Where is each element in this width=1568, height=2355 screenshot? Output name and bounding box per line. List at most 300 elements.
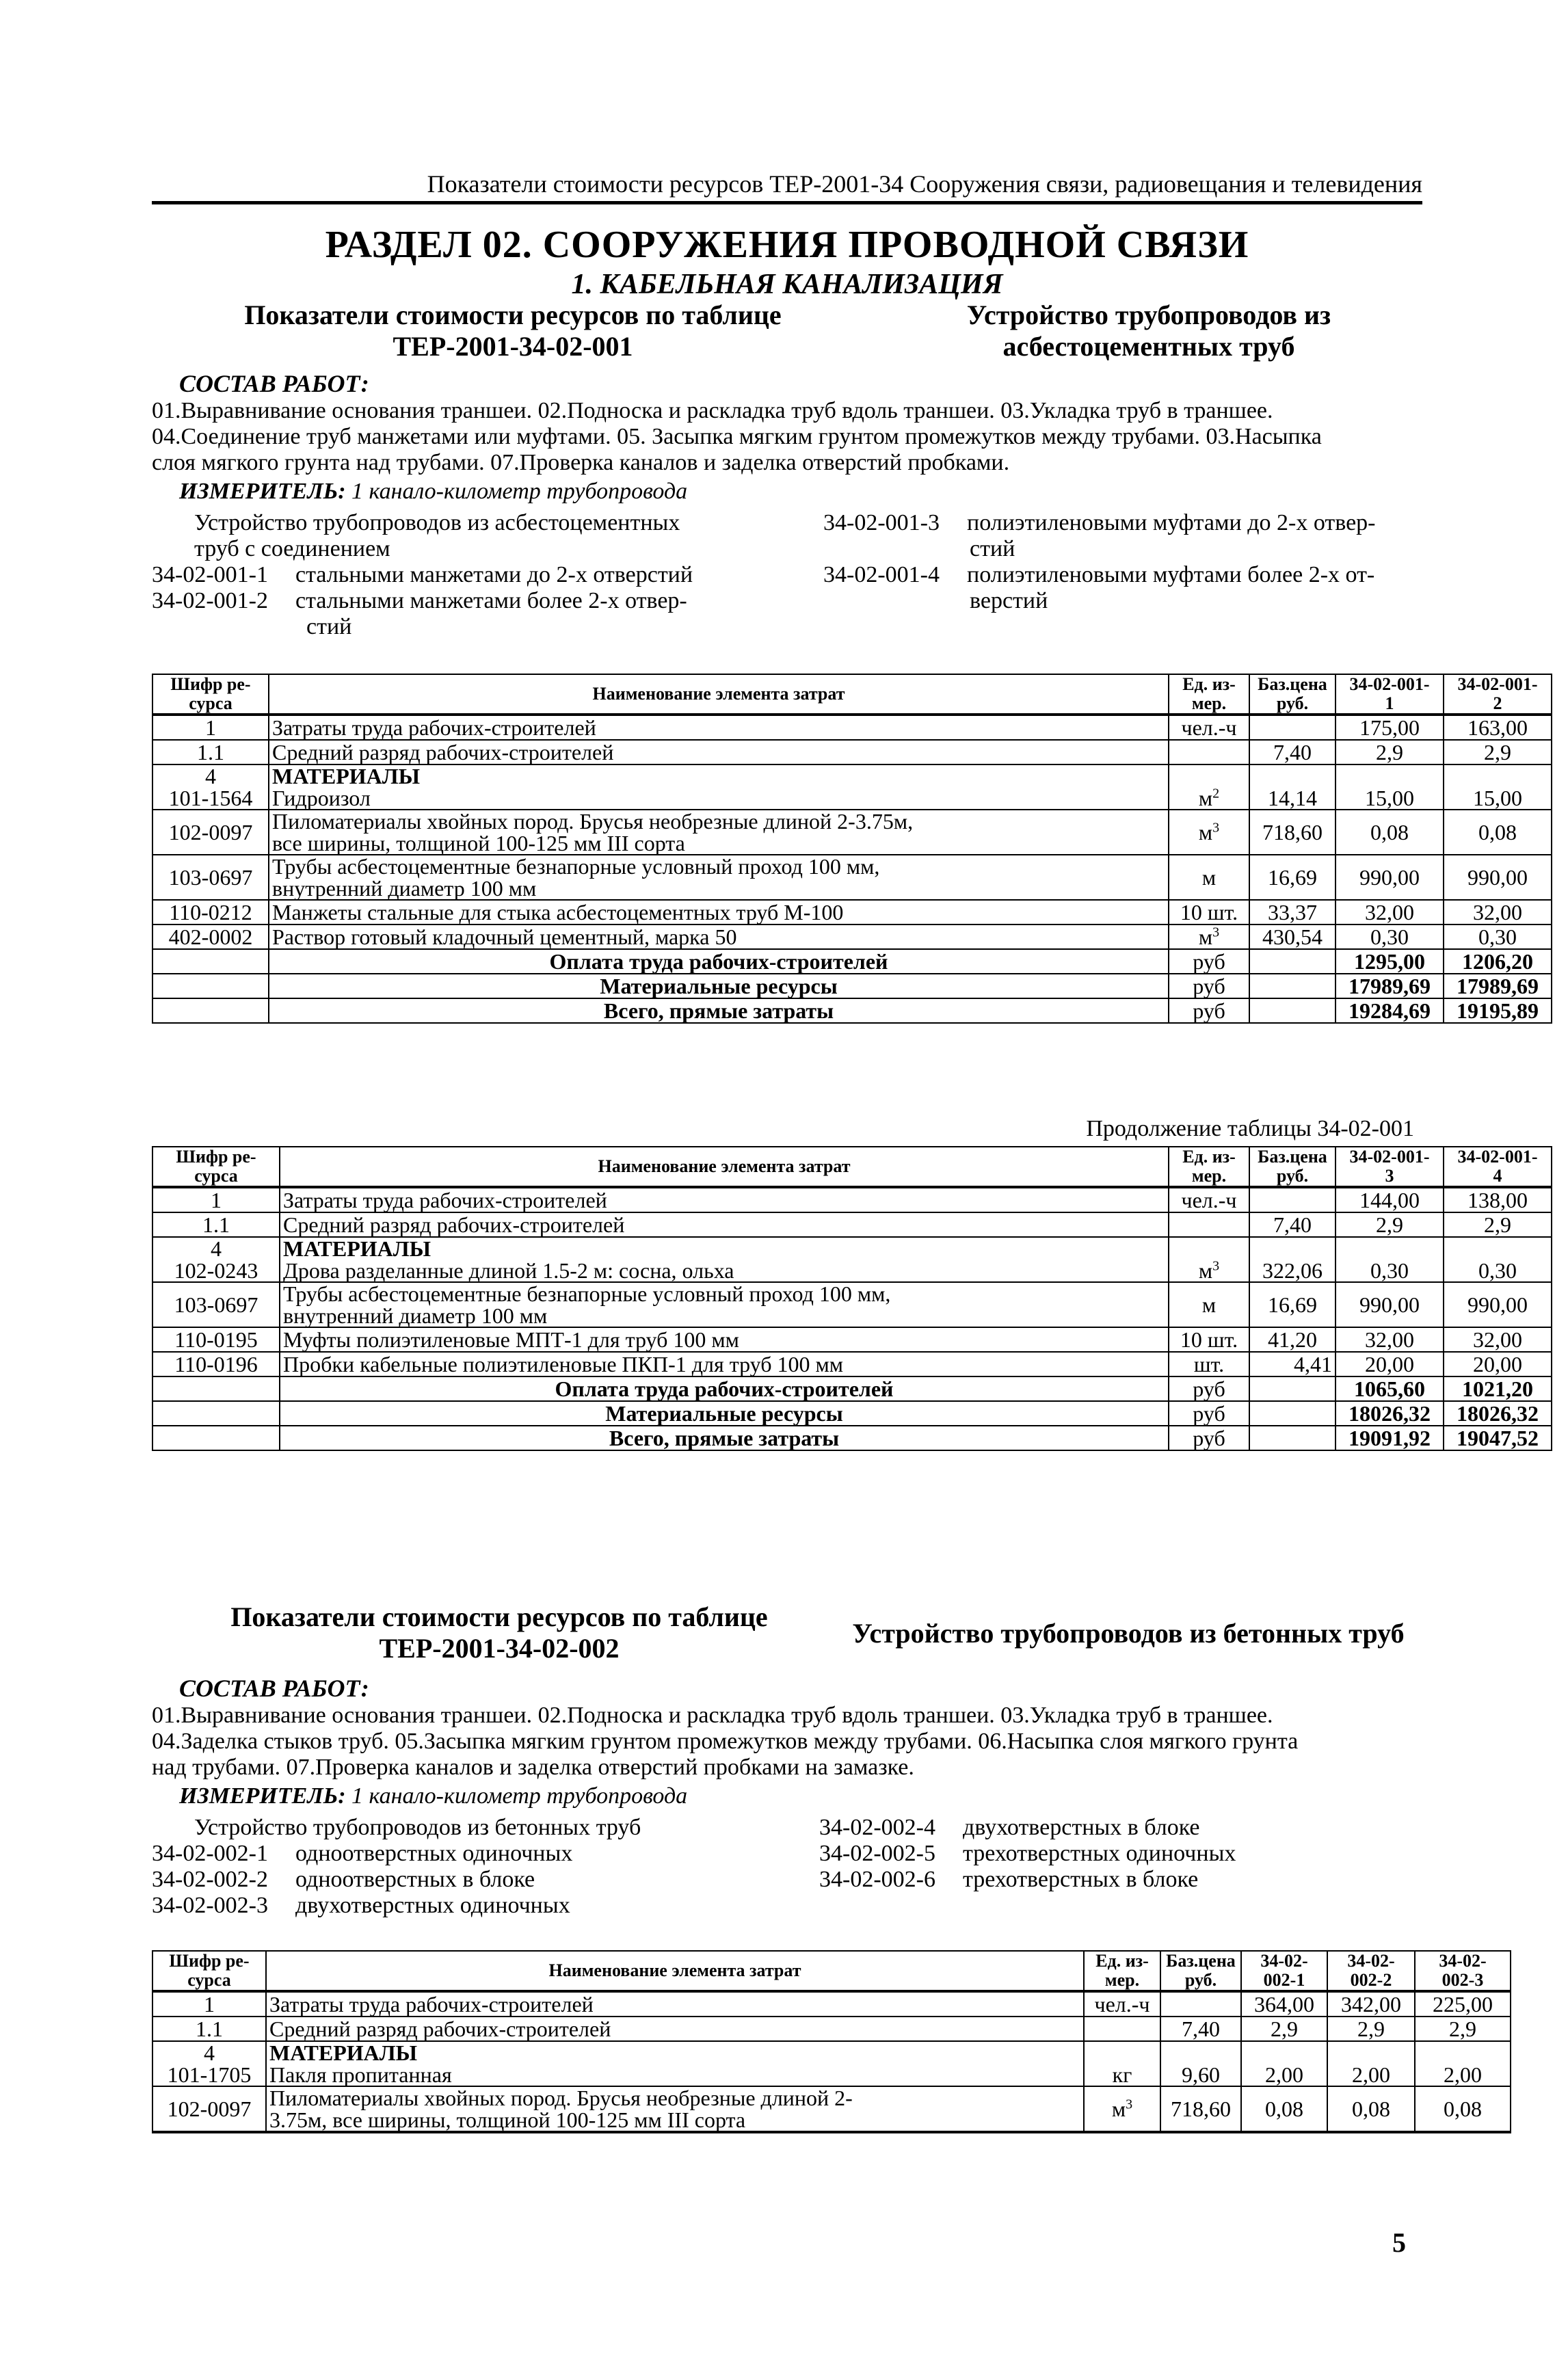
table-row — [152, 715, 1552, 740]
category-title: МАТЕРИАЛЫ — [283, 1236, 431, 1261]
summary-row — [152, 1376, 1552, 1401]
variant-text: стий — [970, 536, 1015, 561]
cell-code: 110-0195 — [152, 1327, 280, 1352]
cell-value: 17989,69 — [1336, 974, 1444, 998]
cell-value: 2,00 — [1241, 2041, 1327, 2086]
table-row — [152, 1352, 1552, 1376]
cell-code: 402-0002 — [152, 924, 269, 949]
cell-code: 1.1 — [152, 1212, 280, 1237]
cell-price: 7,40 — [1249, 740, 1336, 764]
header-cell-col1 — [1336, 1147, 1444, 1187]
cell-name-text: все ширины, толщиной 100-125 мм III сорта — [272, 831, 685, 855]
cell-value: 18026,32 — [1336, 1401, 1444, 1426]
cell-name-text: Пиломатериалы хвойных пород. Брусья необрезные длиной 2-3.75м, — [272, 809, 914, 834]
cell-price: 33,37 — [1249, 900, 1336, 924]
table-ref-line: Показатели стоимости ресурсов по таблице — [244, 300, 782, 330]
cell-code: 1.1 — [152, 740, 269, 764]
cell-value: 990,00 — [1336, 1282, 1444, 1327]
measurement-text: 1 канало-километр трубопровода — [351, 479, 688, 504]
table-row — [152, 1327, 1552, 1352]
cell-unit: руб — [1169, 1376, 1249, 1401]
category-title: МАТЕРИАЛЫ — [272, 764, 420, 788]
cell-price: 322,06 — [1249, 1237, 1336, 1282]
table-row — [152, 1212, 1552, 1237]
cell-name — [269, 855, 1169, 900]
cell-unit — [1169, 1212, 1249, 1237]
cell-unit: 10 шт. — [1169, 900, 1249, 924]
variant-item — [819, 1841, 1421, 1867]
header-text: 34-02-001- — [1457, 1147, 1538, 1167]
header-text: Баз.цена — [1258, 674, 1327, 694]
resource-table-1 — [152, 674, 1552, 1024]
header-text: мер. — [1191, 693, 1227, 713]
cell-price: 14,14 — [1249, 764, 1336, 810]
unit-sup: 3 — [1126, 2097, 1133, 2112]
cell-code-text: 101-1564 — [168, 786, 253, 810]
cell-price: 41,20 — [1249, 1327, 1336, 1352]
work-line: над трубами. 07.Проверка каналов и заделка отверстий пробками на замазке. — [152, 1755, 914, 1780]
cell-value: 0,30 — [1444, 924, 1552, 949]
cell-price — [1249, 998, 1336, 1023]
unit-text: м — [1198, 924, 1213, 949]
cell-unit: чел.-ч — [1169, 1187, 1249, 1212]
table-ref-heading-1 — [205, 300, 821, 362]
work-title-2: Устройство трубопроводов из бетонных труб — [852, 1618, 1405, 1649]
work-line: 01.Выравнивание основания траншеи. 02.Подноска и раскладка труб вдоль траншеи. 03.Укладка труб в траншее. — [152, 1703, 1273, 1728]
cell-name — [280, 1237, 1169, 1282]
cell-price — [1249, 974, 1336, 998]
header-text: руб. — [1184, 1970, 1217, 1990]
cell-code-text: 101-1705 — [167, 2062, 252, 2087]
summary-name: Материальные ресурсы — [269, 974, 1169, 998]
cell-code — [152, 1376, 280, 1401]
table-row — [152, 855, 1552, 900]
cell-unit: чел.-ч — [1169, 715, 1249, 740]
cell-price — [1249, 1401, 1336, 1426]
variant-item — [819, 1867, 1421, 1893]
measurement-unit — [179, 479, 687, 505]
cell-value: 20,00 — [1336, 1352, 1444, 1376]
cell-code — [152, 1237, 280, 1282]
unit-sup: 3 — [1212, 1258, 1220, 1274]
cell-value: 2,9 — [1327, 2017, 1415, 2041]
cell-value: 1065,60 — [1336, 1376, 1444, 1401]
cell-name-text: 3.75м, все ширины, толщиной 100-125 мм III сорта — [269, 2107, 746, 2132]
variant-code: 34-02-002-2 — [152, 1867, 268, 1892]
header-cell-name: Наименование элемента затрат — [266, 1951, 1084, 1991]
header-text: Шифр ре- — [176, 1147, 256, 1167]
cell-unit: м — [1169, 855, 1249, 900]
cell-value: 990,00 — [1444, 1282, 1552, 1327]
variant-text: стальными манжетами более 2-х отвер- — [295, 588, 687, 613]
variant-code: 34-02-002-4 — [819, 1815, 935, 1840]
cell-price: 718,60 — [1160, 2086, 1241, 2132]
table-row — [152, 2017, 1511, 2041]
header-text: сурса — [187, 1970, 231, 1990]
table-row — [152, 1187, 1552, 1212]
cell-value: 144,00 — [1336, 1187, 1444, 1212]
cell-price — [1249, 1376, 1336, 1401]
cell-value: 0,08 — [1327, 2086, 1415, 2132]
variant-item — [823, 510, 1425, 536]
cell-value: 2,9 — [1336, 740, 1444, 764]
cell-value: 19047,52 — [1444, 1426, 1552, 1450]
variant-code: 34-02-002-1 — [152, 1841, 268, 1866]
variant-text: стальными манжетами до 2-х отверстий — [295, 562, 693, 587]
header-text: мер. — [1104, 1970, 1140, 1990]
cell-price: 16,69 — [1249, 1282, 1336, 1327]
header-cell-col1 — [1336, 674, 1444, 715]
header-cell-code — [152, 1951, 266, 1991]
table-row — [152, 810, 1552, 855]
cell-name-text: Пакля пропитанная — [269, 2062, 452, 2087]
cell-unit: руб — [1169, 998, 1249, 1023]
header-text: 34-02-001- — [1457, 674, 1538, 694]
cell-value: 1206,20 — [1444, 949, 1552, 974]
cell-value: 2,9 — [1444, 740, 1552, 764]
work-title-line: Устройство трубопроводов из — [966, 300, 1331, 330]
cell-code-text: 102-0243 — [174, 1258, 258, 1283]
variant-code: 34-02-001-2 — [152, 588, 268, 613]
variant-item — [152, 562, 767, 588]
cell-unit: м — [1169, 1282, 1249, 1327]
header-cell-name: Наименование элемента затрат — [280, 1147, 1169, 1187]
header-text: Ед. из- — [1182, 1147, 1236, 1167]
cell-code: 1 — [152, 1991, 266, 2017]
unit-sup: 3 — [1212, 820, 1220, 836]
cell-price: 718,60 — [1249, 810, 1336, 855]
cell-value: 175,00 — [1336, 715, 1444, 740]
variant-text: двухотверстных одиночных — [295, 1893, 570, 1918]
cell-unit — [1169, 740, 1249, 764]
header-text: Ед. из- — [1182, 674, 1236, 694]
cell-value: 2,00 — [1327, 2041, 1415, 2086]
cell-value: 0,08 — [1415, 2086, 1511, 2132]
table-row — [152, 900, 1552, 924]
table-row — [152, 764, 1552, 810]
cell-name-text: Трубы асбестоцементные безнапорные условный проход 100 мм, — [272, 854, 880, 879]
header-text: руб. — [1276, 693, 1309, 713]
header-cell-unit — [1169, 674, 1249, 715]
cell-value: 15,00 — [1336, 764, 1444, 810]
header-cell-price — [1160, 1951, 1241, 1991]
cell-value: 15,00 — [1444, 764, 1552, 810]
variant-intro: Устройство трубопроводов из асбестоцементных — [194, 510, 680, 535]
cell-name — [269, 810, 1169, 855]
cell-value: 0,08 — [1241, 2086, 1327, 2132]
variant-code: 34-02-002-3 — [152, 1893, 268, 1918]
variant-text: одноотверстных одиночных — [295, 1841, 573, 1866]
variant-code: 34-02-001-4 — [823, 562, 940, 587]
header-text: 34-02-001- — [1349, 674, 1430, 694]
cell-name — [266, 2086, 1084, 2132]
unit-text: м — [1198, 786, 1213, 810]
cell-code — [152, 2041, 266, 2086]
cell-code: 110-0196 — [152, 1352, 280, 1376]
cell-value: 0,08 — [1336, 810, 1444, 855]
cell-code-text: 4 — [211, 1236, 222, 1261]
cell-price — [1160, 1991, 1241, 2017]
header-text: Ед. из- — [1095, 1951, 1149, 1971]
cell-value: 2,00 — [1415, 2041, 1511, 2086]
cell-value: 20,00 — [1444, 1352, 1552, 1376]
measurement-text: 1 канало-километр трубопровода — [351, 1783, 688, 1809]
cell-value: 364,00 — [1241, 1991, 1327, 2017]
variant-code: 34-02-002-6 — [819, 1867, 935, 1892]
cell-price: 7,40 — [1160, 2017, 1241, 2041]
variant-item — [152, 588, 767, 614]
cell-unit: чел.-ч — [1084, 1991, 1160, 2017]
cell-code: 103-0697 — [152, 1282, 280, 1327]
variant-list-right — [819, 1815, 1421, 1893]
cell-code: 102-0097 — [152, 810, 269, 855]
variant-text: трехотверстных в блоке — [963, 1867, 1199, 1892]
unit-text: м — [1198, 1258, 1213, 1283]
cell-code — [152, 1401, 280, 1426]
variant-text: верстий — [970, 588, 1048, 613]
variant-code: 34-02-001-3 — [823, 510, 940, 535]
cell-price: 430,54 — [1249, 924, 1336, 949]
header-text: 34-02-001- — [1349, 1147, 1430, 1167]
cell-name: Затраты труда рабочих-строителей — [280, 1187, 1169, 1212]
cell-value: 2,9 — [1241, 2017, 1327, 2041]
work-line: 01.Выравнивание основания траншеи. 02.Подноска и раскладка труб вдоль траншеи. 03.Укладка труб в траншее. — [152, 398, 1273, 423]
header-rule — [152, 201, 1422, 204]
cell-name: Средний разряд рабочих-строителей — [280, 1212, 1169, 1237]
variant-item — [819, 1815, 1421, 1841]
cell-code: 1.1 — [152, 2017, 266, 2041]
cell-price — [1249, 949, 1336, 974]
cell-name-text: внутренний диаметр 100 мм — [272, 876, 537, 901]
cell-value: 32,00 — [1444, 1327, 1552, 1352]
cell-name: Затраты труда рабочих-строителей — [266, 1991, 1084, 2017]
header-text: сурса — [194, 1166, 238, 1186]
cell-value: 342,00 — [1327, 1991, 1415, 2017]
cell-price — [1249, 1187, 1336, 1212]
cell-value: 0,30 — [1336, 1237, 1444, 1282]
table-header-row — [152, 674, 1552, 715]
cell-unit — [1169, 1237, 1249, 1282]
variant-text: полиэтиленовыми муфтами более 2-х от- — [967, 562, 1375, 587]
variant-item — [152, 1867, 767, 1893]
header-cell-col2 — [1327, 1951, 1415, 1991]
header-cell-col3 — [1415, 1951, 1511, 1991]
cell-code-text: 4 — [204, 2040, 215, 2065]
cell-value: 19284,69 — [1336, 998, 1444, 1023]
variant-item — [152, 1841, 767, 1867]
cell-value: 32,00 — [1444, 900, 1552, 924]
cell-value: 2,9 — [1415, 2017, 1511, 2041]
cell-value: 990,00 — [1336, 855, 1444, 900]
summary-row — [152, 998, 1552, 1023]
header-text: 1 — [1385, 693, 1394, 713]
cell-name-text: Пиломатериалы хвойных пород. Брусья необрезные длиной 2- — [269, 2086, 853, 2110]
header-cell-unit — [1169, 1147, 1249, 1187]
cell-value: 17989,69 — [1444, 974, 1552, 998]
cell-unit: 10 шт. — [1169, 1327, 1249, 1352]
cell-value: 1021,20 — [1444, 1376, 1552, 1401]
cell-value: 990,00 — [1444, 855, 1552, 900]
header-text: Шифр ре- — [169, 1951, 250, 1971]
table-row — [152, 2041, 1511, 2086]
header-cell-unit — [1084, 1951, 1160, 1991]
unit-sup: 3 — [1212, 924, 1220, 940]
cell-name-text: Трубы асбестоцементные безнапорные условный проход 100 мм, — [283, 1281, 891, 1306]
header-text: 002-2 — [1350, 1970, 1392, 1990]
unit-text: м — [1198, 820, 1213, 844]
resource-table-2 — [152, 1146, 1552, 1451]
cell-name-text: внутренний диаметр 100 мм — [283, 1303, 548, 1328]
cell-unit: руб — [1169, 974, 1249, 998]
table-row — [152, 1237, 1552, 1282]
header-text: 2 — [1493, 693, 1502, 713]
cell-code — [152, 1426, 280, 1450]
cell-unit: шт. — [1169, 1352, 1249, 1376]
continuation-caption: Продолжение таблицы 34-02-001 — [1086, 1116, 1414, 1141]
table-row — [152, 924, 1552, 949]
header-cell-name: Наименование элемента затрат — [269, 674, 1169, 715]
work-composition-text — [152, 398, 1422, 476]
header-text: Баз.цена — [1166, 1951, 1236, 1971]
header-cell-col2 — [1444, 674, 1552, 715]
cell-code — [152, 974, 269, 998]
cell-unit — [1169, 810, 1249, 855]
variant-text: двухотверстных в блоке — [963, 1815, 1200, 1840]
cell-price — [1249, 1426, 1336, 1450]
table-row — [152, 740, 1552, 764]
header-cell-col1 — [1241, 1951, 1327, 1991]
variant-text: трехотверстных одиночных — [963, 1841, 1236, 1866]
cell-price: 16,69 — [1249, 855, 1336, 900]
variant-list-left — [152, 1815, 767, 1919]
cell-unit: руб — [1169, 949, 1249, 974]
variant-text: полиэтиленовыми муфтами до 2-х отвер- — [967, 510, 1376, 535]
cell-name: Раствор готовый кладочный цементный, марка 50 — [269, 924, 1169, 949]
cell-value: 19195,89 — [1444, 998, 1552, 1023]
summary-name: Оплата труда рабочих-строителей — [280, 1376, 1169, 1401]
measurement-unit — [179, 1783, 687, 1809]
work-line: 04.Заделка стыков труб. 05.Засыпка мягким грунтом промежутков между трубами. 06.Насыпка слоя мягкого грунта — [152, 1729, 1299, 1754]
variant-code: 34-02-002-5 — [819, 1841, 935, 1866]
summary-name: Всего, прямые затраты — [269, 998, 1169, 1023]
cell-unit: кг — [1084, 2041, 1160, 2086]
summary-name: Оплата труда рабочих-строителей — [269, 949, 1169, 974]
measurement-label: ИЗМЕРИТЕЛЬ: — [179, 479, 346, 504]
cell-unit: руб — [1169, 1426, 1249, 1450]
measurement-label: ИЗМЕРИТЕЛЬ: — [179, 1783, 346, 1809]
table-ref-code: ТЕР-2001-34-02-002 — [379, 1633, 620, 1664]
cell-name — [266, 2041, 1084, 2086]
running-header: Показатели стоимости ресурсов ТЕР-2001-34 Сооружения связи, радиовещания и телевидения — [427, 170, 1422, 198]
cell-name: Манжеты стальные для стыка асбестоцементных труб М-100 — [269, 900, 1169, 924]
variant-list-left — [152, 510, 767, 640]
header-cell-price — [1249, 674, 1336, 715]
cell-name — [269, 764, 1169, 810]
variant-intro: труб с соединением — [194, 536, 390, 561]
variant-text: одноотверстных в блоке — [295, 1867, 535, 1892]
cell-price: 7,40 — [1249, 1212, 1336, 1237]
cell-value: 138,00 — [1444, 1187, 1552, 1212]
table-ref-line: Показатели стоимости ресурсов по таблице — [230, 1601, 768, 1632]
cell-price: 4,41 — [1249, 1352, 1336, 1376]
header-text: 002-1 — [1263, 1970, 1305, 1990]
cell-unit — [1169, 924, 1249, 949]
category-title: МАТЕРИАЛЫ — [269, 2040, 417, 2065]
table-ref-heading-2 — [191, 1601, 807, 1664]
cell-code: 1 — [152, 715, 269, 740]
table-header-row — [152, 1951, 1511, 1991]
cell-code: 103-0697 — [152, 855, 269, 900]
unit-text: м — [1111, 2097, 1126, 2121]
summary-name: Материальные ресурсы — [280, 1401, 1169, 1426]
variant-text: стий — [306, 614, 352, 639]
cell-code — [152, 998, 269, 1023]
header-cell-price — [1249, 1147, 1336, 1187]
header-text: 34-02- — [1347, 1951, 1395, 1971]
variant-intro: Устройство трубопроводов из бетонных труб — [194, 1815, 641, 1840]
cell-unit — [1084, 2086, 1160, 2132]
cell-value: 18026,32 — [1444, 1401, 1552, 1426]
summary-name: Всего, прямые затраты — [280, 1426, 1169, 1450]
header-cell-code — [152, 1147, 280, 1187]
work-composition-label: СОСТАВ РАБОТ: — [179, 1675, 369, 1702]
cell-name: Пробки кабельные полиэтиленовые ПКП-1 для труб 100 мм — [280, 1352, 1169, 1376]
cell-name: Средний разряд рабочих-строителей — [269, 740, 1169, 764]
variant-code: 34-02-001-1 — [152, 562, 268, 587]
cell-price: 9,60 — [1160, 2041, 1241, 2086]
work-composition-text — [152, 1703, 1422, 1781]
cell-value: 2,9 — [1336, 1212, 1444, 1237]
table-header-row — [152, 1147, 1552, 1187]
subsection-title: 1. КАБЕЛЬНАЯ КАНАЛИЗАЦИЯ — [571, 269, 1003, 300]
work-composition-label: СОСТАВ РАБОТ: — [179, 370, 369, 397]
variant-item — [823, 562, 1425, 588]
cell-unit — [1169, 764, 1249, 810]
header-text: 3 — [1385, 1166, 1394, 1186]
page-number: 5 — [1392, 2227, 1406, 2258]
cell-value: 1295,00 — [1336, 949, 1444, 974]
cell-value: 0,08 — [1444, 810, 1552, 855]
header-cell-code — [152, 674, 269, 715]
table-ref-code: ТЕР-2001-34-02-001 — [393, 331, 633, 362]
cell-price — [1249, 715, 1336, 740]
cell-code: 1 — [152, 1187, 280, 1212]
cell-code: 102-0097 — [152, 2086, 266, 2132]
table-row — [152, 1991, 1511, 2017]
work-line: 04.Соединение труб манжетами или муфтами. 05. Засыпка мягким грунтом промежутков между трубами. 03.Насыпка — [152, 424, 1322, 449]
work-title-1 — [889, 300, 1409, 362]
cell-unit — [1084, 2017, 1160, 2041]
cell-unit: руб — [1169, 1401, 1249, 1426]
header-text: 34-02- — [1439, 1951, 1487, 1971]
cell-name — [280, 1282, 1169, 1327]
header-text: Баз.цена — [1258, 1147, 1327, 1167]
cell-value: 2,9 — [1444, 1212, 1552, 1237]
cell-name-text: Дрова разделанные длиной 1.5-2 м: сосна, ольха — [283, 1258, 734, 1283]
header-text: руб. — [1276, 1166, 1309, 1186]
resource-table-3 — [152, 1950, 1511, 2133]
cell-name: Муфты полиэтиленовые МПТ-1 для труб 100 мм — [280, 1327, 1169, 1352]
cell-value: 225,00 — [1415, 1991, 1511, 2017]
work-title-line: асбестоцементных труб — [1002, 331, 1295, 362]
header-cell-col2 — [1444, 1147, 1552, 1187]
summary-row — [152, 974, 1552, 998]
header-text: мер. — [1191, 1166, 1227, 1186]
cell-value: 32,00 — [1336, 1327, 1444, 1352]
header-text: Шифр ре- — [170, 674, 251, 694]
cell-value: 32,00 — [1336, 900, 1444, 924]
variant-item — [152, 1893, 767, 1919]
